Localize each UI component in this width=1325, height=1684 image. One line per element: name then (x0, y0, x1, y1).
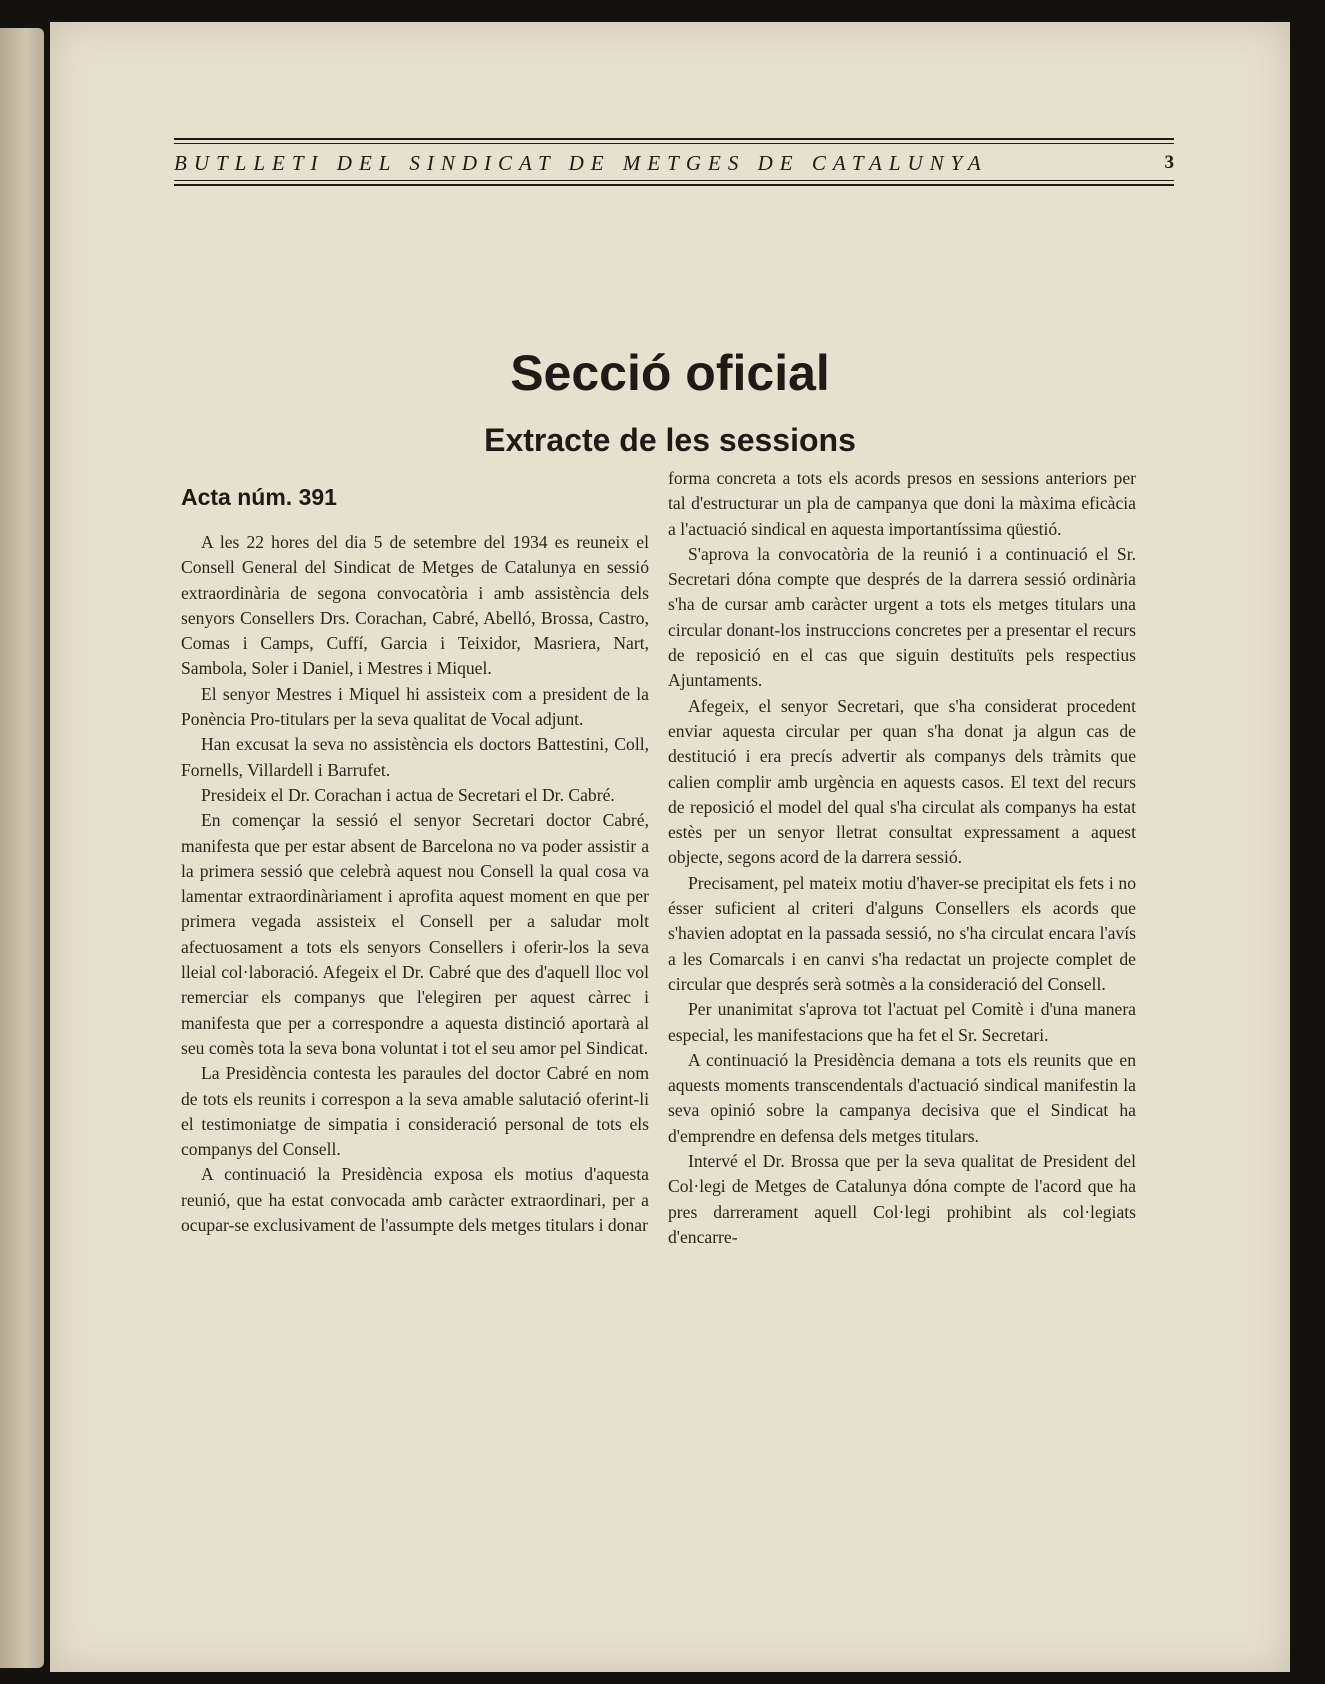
document-page (50, 22, 1290, 1672)
paragraph: Precisament, pel mateix motiu d'haver-se precipitat els fets i no ésser suficient al criteri d'alguns Consellers els acords que s'havien adoptat en la passada sessió, no s'ha circulat encara l'avís a les Comarcals i en canvi s'ha redactat un projecte complet de circular que després serà sotmès a la consideració del Consell. (668, 872, 1136, 994)
page-number: 3 (1164, 152, 1174, 173)
paragraph-continued: forma concreta a tots els acords presos en sessions anteriors per tal d'estructurar un pla de campanya que doni la màxima eficàcia a l'actuació sindical en aquesta importantíssima qüestió. (668, 468, 1136, 539)
section-title: Secció oficial (510, 345, 830, 401)
paragraph: S'aprova la convocatòria de la reunió i a continuació el Sr. Secretari dóna compte que després de la darrera sessió ordinària s'ha de cursar amb caràcter urgent a tots els metges titulars una circular donant-los instruccions concretes per a presentar el recurs de reposició en el cas que siguin destituïts pels respectius Ajuntaments. (668, 543, 1136, 691)
header-rule-top (174, 138, 1174, 146)
paragraph: Per unanimitat s'aprova tot l'actuat pel Comitè i d'una manera especial, les manifestacions que ha fet el Sr. Secretari. (668, 999, 1136, 1045)
paragraph: La Presidència contesta les paraules del doctor Cabré en nom de tots els reunits i correspon a la seva amable salutació oferint-li el testimoniatge de simpatia i consideració personal de tots els companys del Consell. (181, 1063, 649, 1160)
paragraph: Intervé el Dr. Brossa que per la seva qualitat de President del Col·legi de Metges de Catalunya dóna compte de l'acord que ha pres darrerament aquell Col·legi prohibint als col·legiats d'encarre- (668, 1151, 1136, 1247)
paragraph: Afegeix, el senyor Secretari, que s'ha considerat procedent enviar aquesta circular per quan s'ha donat ja algun cas de destitució i era precís advertir als companys dels tràmits que calien complir amb urgència en aquests casos. El text del recurs de reposició el model del qual s'ha circulat als companys ha estat estès per un senyor lletrat consultat expressament a aquest objecte, segons acord de la darrera sessió. (668, 695, 1136, 868)
journal-title: BUTLLETI DEL SINDICAT DE METGES DE CATALUNYA (174, 150, 988, 175)
paragraph: A continuació la Presidència demana a tots els reunits que en aquests moments transcendentals d'actuació sindical manifestin la seva opinió sobre la campanya decisiva que el Sindicat ha d'emprendre en defensa dels metges titulars. (668, 1049, 1136, 1146)
header-row (174, 146, 1174, 180)
paragraph: Presideix el Dr. Corachan i actua de Secretari el Dr. Cabré. (201, 784, 615, 805)
paragraph: Han excusat la seva no assistència els doctors Battestini, Coll, Fornells, Villardell i Barrufet. (181, 734, 649, 780)
left-column (181, 530, 649, 1238)
right-column (668, 466, 1136, 1250)
paragraph: En començar la sessió el senyor Secretari doctor Cabré, manifesta que per estar absent de Barcelona no va poder assistir a la primera sessió que celebrà aquest nou Consell la qual cosa va lamentar extraordinàriament i aprofita aquest moment en que per primera vegada assisteix el Consell per a saludar molt afectuosament a tots els senyors Consellers i oferir-los la seva lleial col·laboració. Afegeix el Dr. Cabré que des d'aquell lloc vol remerciar els companys que l'elegiren per aquest càrrec i manifesta que per a correspondre a aquesta distinció aportarà al seu comès tota la seva bona voluntat i tot el seu amor pel Sindicat. (181, 810, 649, 1058)
paragraph: A les 22 hores del dia 5 de setembre del 1934 es reuneix el Consell General del Sindicat de Metges de Catalunya en sessió extraordinària de segona convocatòria i amb assistència dels senyors Consellers Drs. Corachan, Cabré, Abelló, Brossa, Castro, Comas i Camps, Cuffí, Garcia i Teixidor, Masriera, Nart, Sambola, Soler i Daniel, i Mestres i Miquel. (181, 532, 649, 679)
paragraph: El senyor Mestres i Miquel hi assisteix com a president de la Ponència Pro-titulars per la seva qualitat de Vocal adjunt. (181, 683, 649, 730)
paragraph: A continuació la Presidència exposa els motius d'aquesta reunió, que ha estat convocada amb caràcter extraordinari, per a ocupar-se exclusivament de l'assumpte dels metges titulars i donar (181, 1164, 649, 1236)
article-heading: Acta núm. 391 (181, 484, 337, 510)
header-rule-bottom (174, 180, 1174, 188)
previous-page-edge (0, 28, 44, 1668)
section-subtitle: Extracte de les sessions (484, 422, 856, 458)
running-header (174, 138, 1174, 188)
